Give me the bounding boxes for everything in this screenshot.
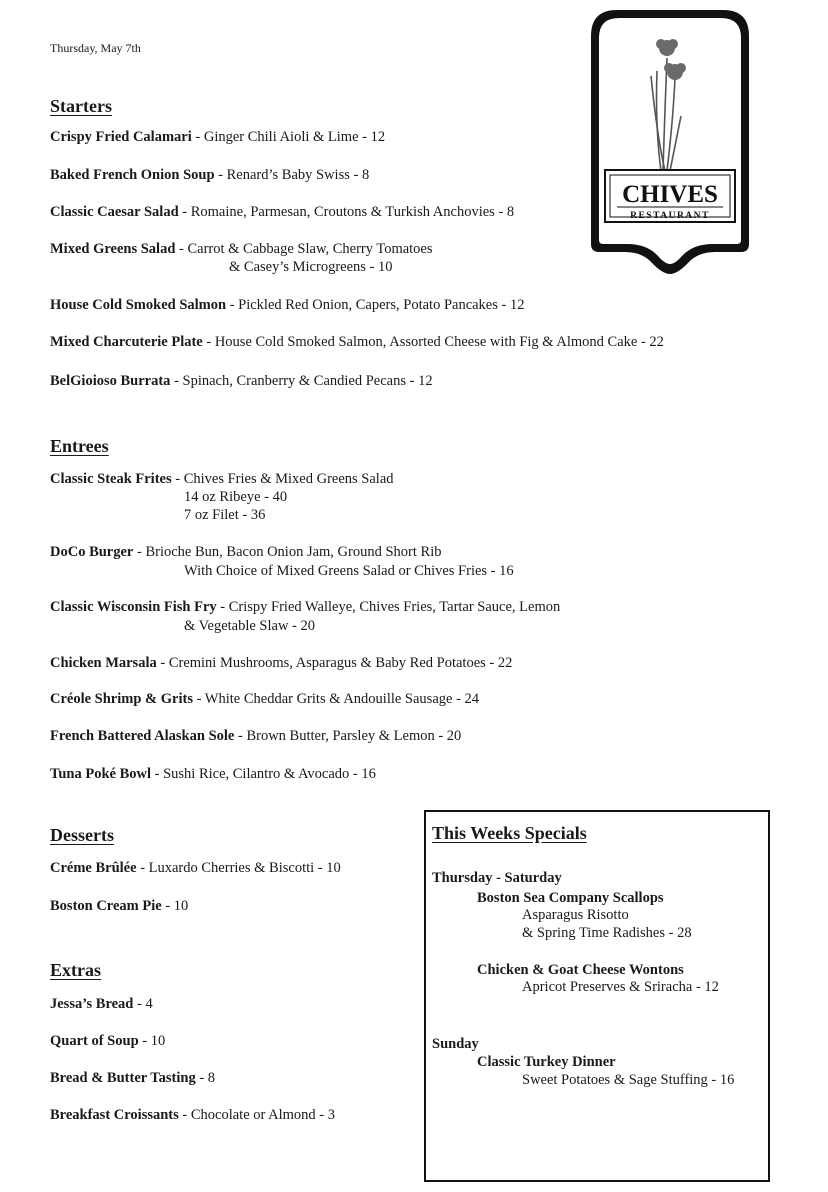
menu-item-line: 7 oz Filet - 36 xyxy=(184,507,266,523)
menu-item: Breakfast Croissants - Chocolate or Almond - 3 xyxy=(50,1107,336,1123)
specials-box xyxy=(424,810,770,1182)
menu-date: Thursday, May 7th xyxy=(50,41,141,55)
special-dish: Classic Turkey Dinner xyxy=(477,1054,616,1070)
special-dish-line: Apricot Preserves & Sriracha - 12 xyxy=(522,979,719,995)
menu-item: BelGioioso Burrata - Spinach, Cranberry & Candied Pecans - 12 xyxy=(50,373,433,389)
special-dish-line: Asparagus Risotto xyxy=(522,907,629,923)
menu-item: Mixed Charcuterie Plate - House Cold Smoked Salmon, Assorted Cheese with Fig & Almond Cake - 22 xyxy=(50,334,664,350)
special-dish: Chicken & Goat Cheese Wontons xyxy=(477,962,684,978)
menu-item: Jessa’s Bread - 4 xyxy=(50,996,153,1012)
specials-day: Sunday xyxy=(432,1036,479,1052)
menu-item: Baked French Onion Soup - Renard’s Baby Swiss - 8 xyxy=(50,167,370,183)
logo-subtitle: RESTAURANT xyxy=(630,211,710,221)
menu-item: Mixed Greens Salad - Carrot & Cabbage Slaw, Cherry Tomatoes xyxy=(50,241,433,257)
menu-item-line: & Casey’s Microgreens - 10 xyxy=(229,259,393,275)
menu-item: Créme Brûlée - Luxardo Cherries & Biscotti - 10 xyxy=(50,860,341,876)
menu-item: Quart of Soup - 10 xyxy=(50,1033,166,1049)
menu-item: Classic Caesar Salad - Romaine, Parmesan, Croutons & Turkish Anchovies - 8 xyxy=(50,204,515,220)
menu-item: Boston Cream Pie - 10 xyxy=(50,898,189,914)
desserts-heading: Desserts xyxy=(50,825,114,845)
entrees-heading: Entrees xyxy=(50,436,109,456)
special-dish: Boston Sea Company Scallops xyxy=(477,890,664,906)
specials-day: Thursday - Saturday xyxy=(432,870,562,886)
menu-item-line: & Vegetable Slaw - 20 xyxy=(184,618,316,634)
logo-name: CHIVES xyxy=(622,181,718,208)
menu-item: Tuna Poké Bowl - Sushi Rice, Cilantro & Avocado - 16 xyxy=(50,766,376,782)
menu-item: French Battered Alaskan Sole - Brown Butter, Parsley & Lemon - 20 xyxy=(50,728,462,744)
menu-item: Classic Steak Frites - Chives Fries & Mixed Greens Salad xyxy=(50,471,394,487)
menu-item: Classic Wisconsin Fish Fry - Crispy Fried Walleye, Chives Fries, Tartar Sauce, Lemon xyxy=(50,599,561,615)
special-dish-line: & Spring Time Radishes - 28 xyxy=(522,925,692,941)
menu-item: Créole Shrimp & Grits - White Cheddar Grits & Andouille Sausage - 24 xyxy=(50,691,480,707)
specials-heading: This Weeks Specials xyxy=(432,823,587,843)
menu-item-line: 14 oz Ribeye - 40 xyxy=(184,489,288,505)
extras-heading: Extras xyxy=(50,960,101,980)
menu-item-line: With Choice of Mixed Greens Salad or Chives Fries - 16 xyxy=(184,563,514,579)
starters-heading: Starters xyxy=(50,96,112,116)
menu-item: Chicken Marsala - Cremini Mushrooms, Asparagus & Baby Red Potatoes - 22 xyxy=(50,655,513,671)
menu-item: Crispy Fried Calamari - Ginger Chili Aioli & Lime - 12 xyxy=(50,129,386,145)
special-dish-line: Sweet Potatoes & Sage Stuffing - 16 xyxy=(522,1072,735,1088)
chives-logo xyxy=(585,6,755,278)
menu-item: DoCo Burger - Brioche Bun, Bacon Onion Jam, Ground Short Rib xyxy=(50,544,442,560)
menu-item: House Cold Smoked Salmon - Pickled Red Onion, Capers, Potato Pancakes - 12 xyxy=(50,297,525,313)
menu-item: Bread & Butter Tasting - 8 xyxy=(50,1070,216,1086)
